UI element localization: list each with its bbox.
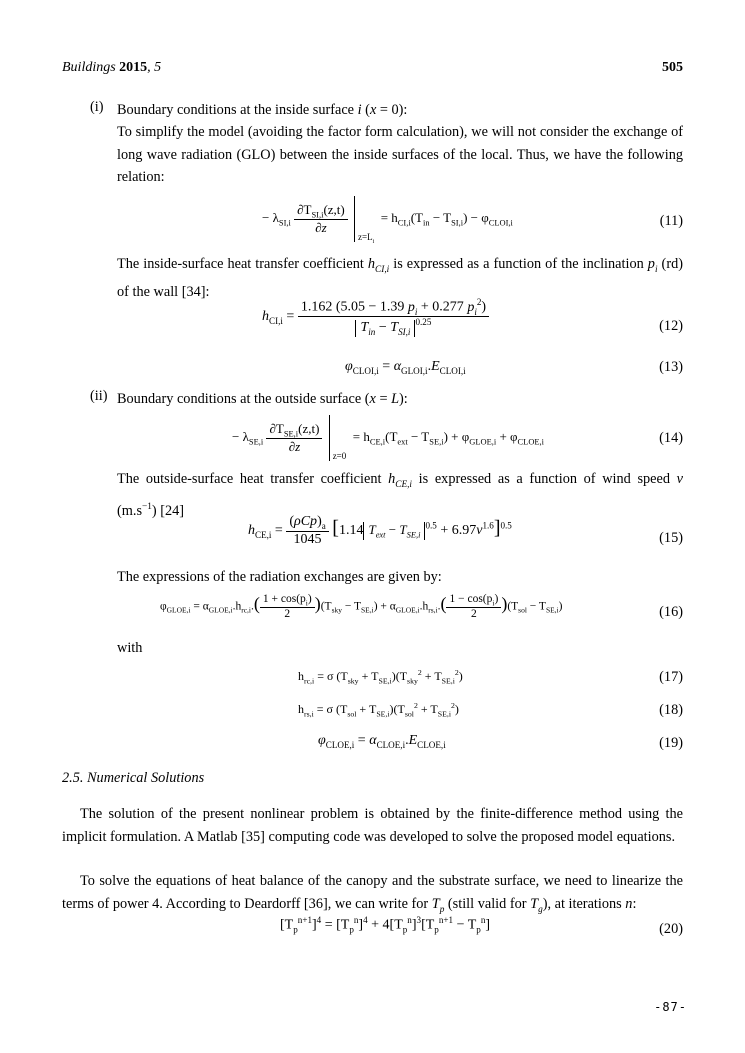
item-ii-label: (ii) xyxy=(90,388,108,404)
body-paragraph-2: To solve the equations of heat balance of the canopy and the substrate surface, we need to linearize the terms of power 4. According to Deardorff [36], we can write for $T_p$ (still valid for $T_g$), at iterations n: xyxy=(62,873,683,915)
journal-year: 2015 xyxy=(119,60,148,75)
equation-20: $[T_p^{n+1}]^4 = [T_p^n]^4 + 4[T_p^n]^3[T_p^{n+1} - T_p^n]$ xyxy=(280,915,491,935)
with-text: with xyxy=(117,640,143,656)
equation-13: $\varphi_{CLOI,i} = \alpha_{GLOI,i}.E_{CLOI,i}$ xyxy=(345,359,466,376)
eq20-number: (20) xyxy=(659,921,683,937)
equation-11: − $\lambda_{SI,i}$ $\frac{\partial T_{SI,i}(z,t)}{\partial z}$ $_{z=L_i} = h_{CI,i}(T_{in} - T_{SI,i}) - \varphi_{CLOI,i}$ xyxy=(262,196,513,242)
body-paragraph-1: The solution of the present nonlinear problem is obtained by the finite-difference method using the implicit formulation. A Matlab [35] computing code was developed to solve the proposed model equations. xyxy=(62,806,683,845)
page-number: 505 xyxy=(662,60,683,75)
equation-12: $h_{CI,i}$ = $\frac{1.162 (5.05 - 1.39 p_i + 0.277 p_i^2)}{T_{in} - T_{SI,i}^{0.25}}$ xyxy=(262,297,489,337)
running-header: Buildings 2015, 5 xyxy=(62,60,162,75)
eq18-number: (18) xyxy=(659,702,683,718)
page-marker: -87- xyxy=(654,1000,687,1014)
equation-18: $h_{rs,i} = \sigma$ $(T_{sol} + T_{SE,i})(T_{sol}^2 + T_{SE,i}^2)$ xyxy=(298,701,459,719)
equation-15: $h_{CE,i}$ = $\frac{(\rho Cp)_a}{1045}$ [1.14 $T_{ext} - T_{SE,i}^{0.5} + 6.97v^{1.6}]^{0.5}$ xyxy=(248,514,512,547)
item-i-label: (i) xyxy=(90,99,104,115)
equation-16: $\varphi_{GLOE,i} = \alpha_{GLOE,i}.h_{rc,i}$.( $\frac{1 + \cos(p_i)}{2}$ )$(T_{sky} - T_{SE,i}) + \alpha_{GLOE,i}.h_{rs,i}$.( $\frac{1 - \cos(p_i)}{2}$ )$(T_{sol} - T_{SE,i})$ xyxy=(160,593,563,621)
eq14-number: (14) xyxy=(659,430,683,446)
eq17-number: (17) xyxy=(659,669,683,685)
equation-19: $\varphi_{CLOE,i} = \alpha_{CLOE,i}.E_{CLOE,i}$ xyxy=(318,733,446,750)
eq19-number: (19) xyxy=(659,735,683,751)
eq15-number: (15) xyxy=(659,530,683,546)
eq12-number: (12) xyxy=(659,318,683,334)
item-ii-title: Boundary conditions at the outside surface (x = L): xyxy=(117,391,408,407)
item-i-text: To simplify the model (avoiding the factor form calculation), we will not consider the exchange of long wave radiation (GLO) between the inside surfaces of the local. Thus, we have the following relation: xyxy=(117,124,683,185)
section-title: 2.5. Numerical Solutions xyxy=(62,770,205,786)
eq16-number: (16) xyxy=(659,604,683,620)
journal-volume: 5 xyxy=(154,60,162,75)
equation-17: $h_{rc,i} = \sigma$ $(T_{sky} + T_{SE,i})(T_{sky}^2 + T_{SE,i}^2)$ xyxy=(298,668,463,686)
eq11-number: (11) xyxy=(659,213,683,229)
radiation-text: The expressions of the radiation exchanges are given by: xyxy=(117,569,442,585)
equation-14: − $\lambda_{SE,i}$ $\frac{\partial T_{SE,i}(z,t)}{\partial z}$ $_{z=0} = h_{CE,i}(T_{ext} - T_{SE,i}) + \varphi_{GLOE,i} + \varphi_{CLOE,i}$ xyxy=(232,415,544,461)
item-i-title: Boundary conditions at the inside surface i (x = 0): xyxy=(117,102,408,118)
hci-text: The inside-surface heat transfer coefficient $h_{CI,i}$ is expressed as a function of the inclination $p_i$ (rd) of the wall [34]: xyxy=(117,256,683,301)
eq13-number: (13) xyxy=(659,359,683,375)
journal-name: Buildings xyxy=(62,60,116,75)
hce-text: The outside-surface heat transfer coefficient $h_{CE,i}$ is expressed as a function of wind speed v $(m.s^{-1})$ [24] xyxy=(117,471,683,520)
